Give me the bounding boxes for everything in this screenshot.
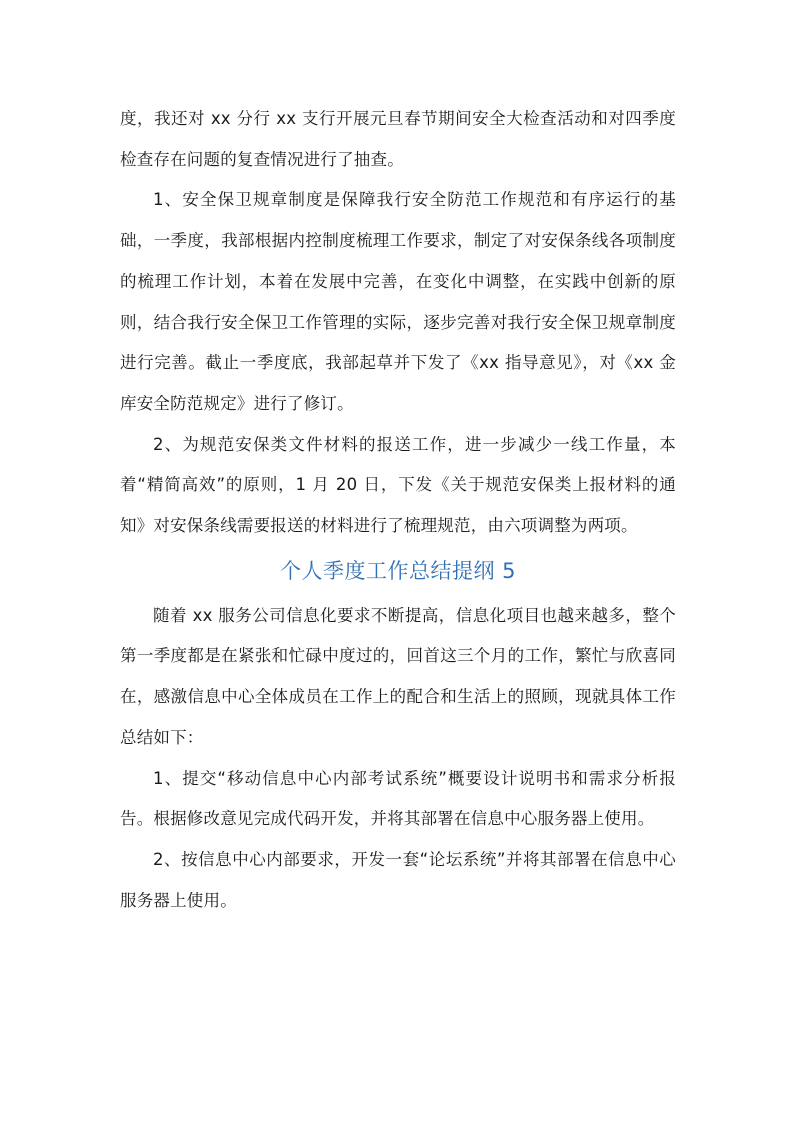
paragraph-intro: 随着 xx 服务公司信息化要求不断提高，信息化项目也越来越多，整个第一季度都是在紧张和忙碌中度过的，回首这三个月的工作，繁忙与欣喜同在，感激信息中心全体成员在工作上的配合和生活上的照顾，现就具体工作总结如下： [120, 605, 676, 747]
paragraph-item-2-forum-system: 2、按信息中心内部要求，开发一套“论坛系统”并将其部署在信息中心服务器上使用。 [120, 849, 676, 910]
document-page [120, 99, 676, 921]
paragraph-item-1-exam-system: 1、提交“移动信息中心内部考试系统”概要设计说明书和需求分析报告。根据修改意见完成代码开发，并将其部署在信息中心服务器上使用。 [120, 768, 676, 829]
paragraph-item-1-regulations: 1、安全保卫规章制度是保障我行安全防范工作规范和有序运行的基础，一季度，我部根据内控制度梳理工作要求，制定了对安保条线各项制度的梳理工作计划，本着在发展中完善，在变化中调整，在实践中创新的原则，结合我行安全保卫工作管理的实际，逐步完善对我行安全保卫规章制度进行完善。截止一季度底，我部起草并下发了《xx 指导意见》，对《xx 金库安全防范规定》进行了修订。 [120, 190, 676, 413]
paragraph-continuation: 度，我还对 xx 分行 xx 支行开展元旦春节期间安全大检查活动和对四季度检查存在问题的复查情况进行了抽查。 [120, 109, 676, 169]
section-heading: 个人季度工作总结提纲 5 [279, 558, 517, 583]
paragraph-item-2-reporting: 2、为规范安保类文件材料的报送工作，进一步减少一线工作量，本着“精简高效”的原则，1 月 20 日，下发《关于规范安保类上报材料的通知》对安保条线需要报送的材料进行了梳理规范，由六项调整为两项。 [120, 434, 676, 536]
